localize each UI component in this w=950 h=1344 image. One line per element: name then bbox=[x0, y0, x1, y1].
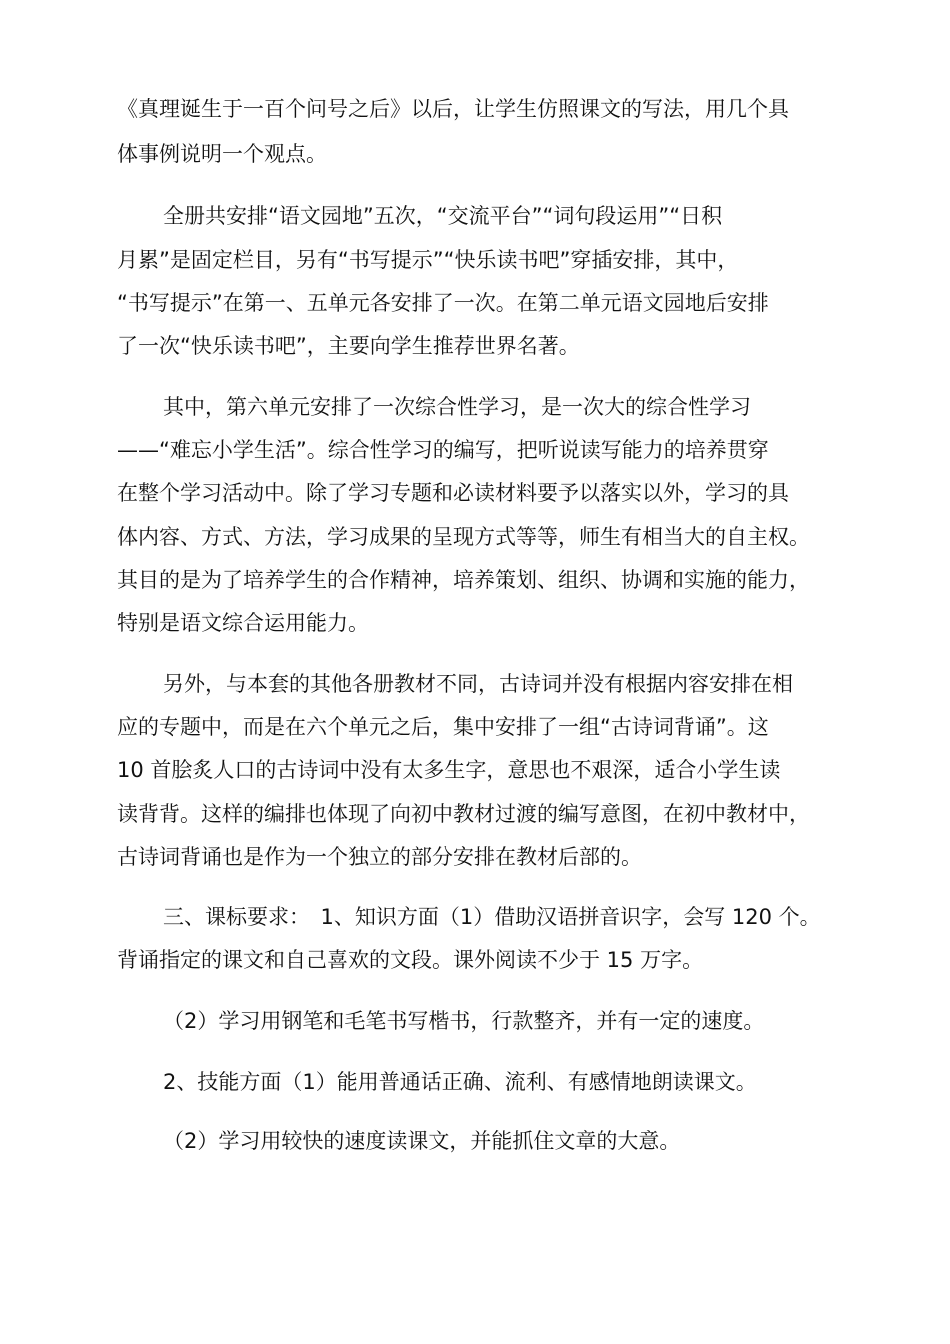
text-line: 《真理诞生于一百个问号之后》以后，让学生仿照课文的写法，用几个具 bbox=[117, 97, 789, 121]
text-line: ——“难忘小学生活”。综合性学习的编写，把听说读写能力的培养贯穿 bbox=[117, 438, 769, 462]
text-line: 10 首脍炙人口的古诗词中没有太多生字，意思也不艰深，适合小学生读 bbox=[117, 758, 781, 782]
text-line: 其目的是为了培养学生的合作精神，培养策划、组织、协调和实施的能力， bbox=[117, 568, 810, 592]
text-line: 三、课标要求： 1、知识方面（1）借助汉语拼音识字，会写 120 个。 bbox=[163, 905, 821, 929]
text-line: 月累”是固定栏目，另有“书写提示”“快乐读书吧”穿插安排，其中， bbox=[117, 248, 739, 272]
text-line: 其中，第六单元安排了一次综合性学习，是一次大的综合性学习 bbox=[163, 395, 751, 419]
text-line: 2、技能方面（1）能用普通话正确、流利、有感情地朗读课文。 bbox=[163, 1070, 757, 1094]
text-line: 另外，与本套的其他各册教材不同，古诗词并没有根据内容安排在相 bbox=[163, 672, 793, 696]
text-line: “书写提示”在第一、五单元各安排了一次。在第二单元语文园地后安排 bbox=[117, 291, 769, 315]
text-line: 古诗词背诵也是作为一个独立的部分安排在教材后部的。 bbox=[117, 845, 642, 869]
text-line: （2）学习用较快的速度读课文，并能抓住文章的大意。 bbox=[163, 1129, 681, 1153]
text-line: 全册共安排“语文园地”五次，“交流平台”“词句段运用”“日积 bbox=[163, 204, 723, 228]
text-line: 背诵指定的课文和自己喜欢的文段。课外阅读不少于 15 万字。 bbox=[117, 948, 704, 972]
text-line: 读背背。这样的编排也体现了向初中教材过渡的编写意图，在初中教材中， bbox=[117, 802, 810, 826]
text-line: 在整个学习活动中。除了学习专题和必读材料要予以落实以外，学习的具 bbox=[117, 481, 789, 505]
text-line: 体内容、方式、方法，学习成果的呈现方式等等，师生有相当大的自主权。 bbox=[117, 525, 810, 549]
text-line: 了一次“快乐读书吧”，主要向学生推荐世界名著。 bbox=[117, 334, 580, 358]
text-line: （2）学习用钢笔和毛笔书写楷书，行款整齐，并有一定的速度。 bbox=[163, 1009, 765, 1033]
text-line: 应的专题中，而是在六个单元之后，集中安排了一组“古诗词背诵”。这 bbox=[117, 715, 769, 739]
text-line: 体事例说明一个观点。 bbox=[117, 142, 327, 166]
text-line: 特别是语文综合运用能力。 bbox=[117, 611, 369, 635]
